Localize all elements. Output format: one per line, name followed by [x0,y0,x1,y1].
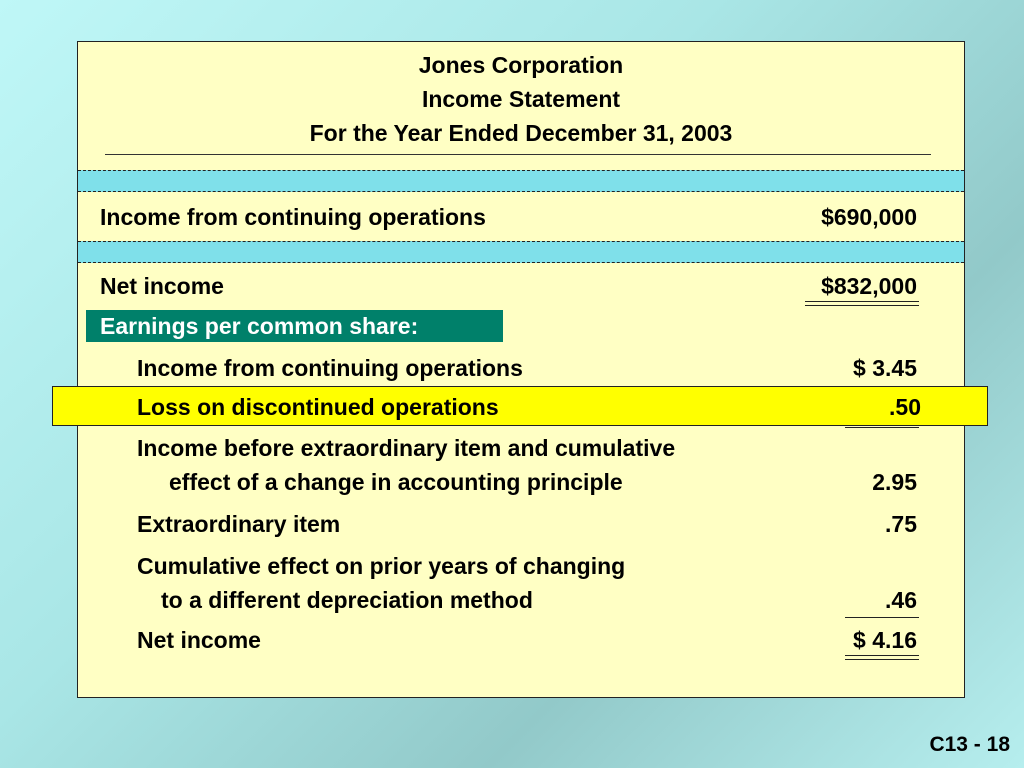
eps-discontinued-label: Loss on discontinued operations [137,394,499,420]
net-income-label: Net income [100,273,224,299]
net-income-value: $832,000 [821,273,917,299]
eps-net-income-label: Net income [137,627,261,653]
omitted-section-band [78,170,964,192]
double-underline-bottom [845,659,919,660]
statement-period: For the Year Ended December 31, 2003 [309,120,733,146]
double-underline-top [845,655,919,656]
eps-before-extraordinary-label-line2: effect of a change in accounting principle [169,469,623,495]
eps-extraordinary-value: .75 [885,511,917,537]
eps-cumulative-label-line1: Cumulative effect on prior years of changing [137,553,626,579]
eps-discontinued-value: .50 [889,394,921,420]
eps-extraordinary-label: Extraordinary item [137,511,341,537]
eps-cumulative-label-line2: to a different depreciation method [161,587,533,613]
statement-title: Income Statement [421,86,621,112]
double-underline-top [805,301,919,302]
continuing-operations-value: $690,000 [821,204,917,230]
header-rule [105,154,931,155]
eps-net-income-value: $ 4.16 [853,627,917,653]
eps-cumulative-value: .46 [885,587,917,613]
highlighted-row [52,386,988,426]
eps-continuing-label: Income from continuing operations [137,355,523,381]
statement-lower-section [77,426,965,698]
eps-continuing-value: $ 3.45 [853,355,917,381]
subtotal-underline [845,427,919,428]
slide-number: C13 - 18 [929,733,1010,756]
company-name: Jones Corporation [418,52,624,78]
continuing-operations-label: Income from continuing operations [100,204,486,230]
eps-section-label: Earnings per common share: [86,310,503,342]
subtotal-underline [845,617,919,618]
eps-before-extraordinary-value: 2.95 [872,469,917,495]
omitted-section-band [78,241,964,263]
double-underline-bottom [805,305,919,306]
eps-before-extraordinary-label-line1: Income before extraordinary item and cumulative [137,435,676,461]
